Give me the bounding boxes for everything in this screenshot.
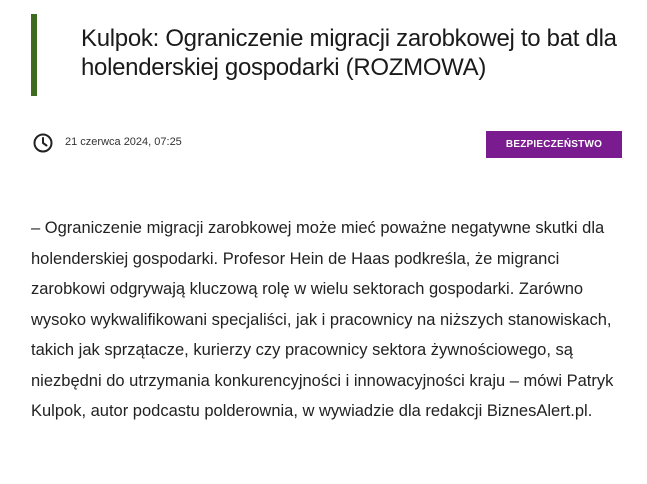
article-meta [31, 131, 622, 158]
title-accent-bar [31, 14, 37, 96]
category-badge[interactable]: BEZPIECZEŃSTWO [486, 131, 622, 158]
article-header [31, 14, 631, 96]
clock-icon [33, 133, 53, 153]
article-title: Kulpok: Ograniczenie migracji zarobkowej to bat dla holenderskiej gospodarki (ROZMOWA) [81, 25, 617, 81]
article-lead: – Ograniczenie migracji zarobkowej może mieć poważne negatywne skutki dla holenderskiej gospodarki. Profesor Hein de Haas podkreśla, że migranci zarobkowi odgrywają kluczową rolę w wielu sektorach gospodarki. Zarówno wysoko wykwalifikowani specjaliści, jak i pracownicy na niższych stanowiskach, takich jak sprzątacze, kurierzy czy pracownicy sektora żywnościowego, są niezbędni do utrzymania konkurencyjności i innowacyjności kraju – mówi Patryk Kulpok, autor podcastu polderownia, w wywiadzie dla redakcji BiznesAlert.pl. [31, 219, 614, 420]
publish-date: 21 czerwca 2024, 07:25 [65, 136, 182, 148]
